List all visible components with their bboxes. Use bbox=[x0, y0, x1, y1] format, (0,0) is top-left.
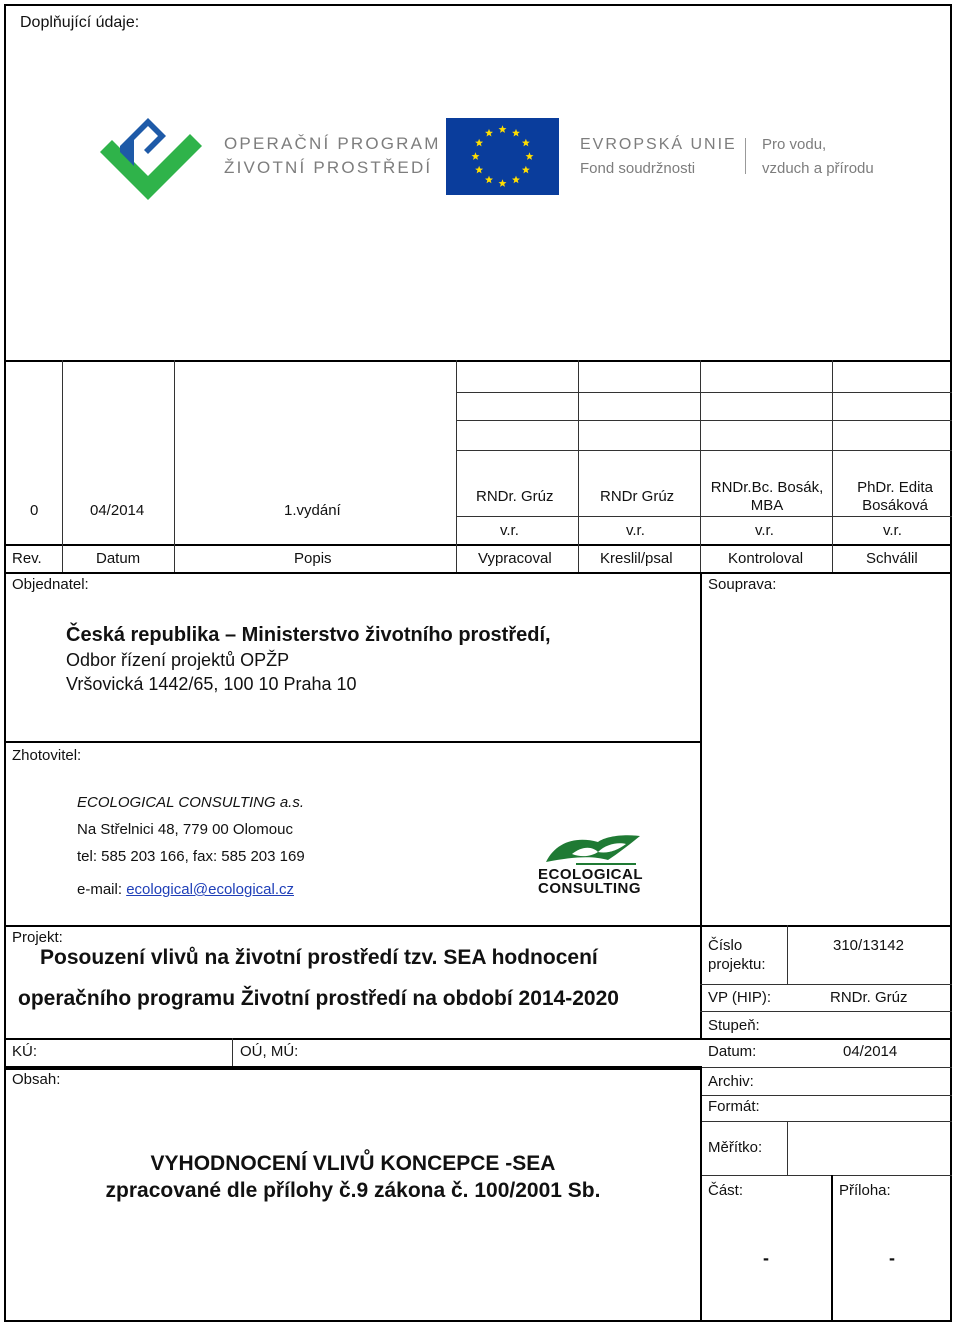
hdr-kontroloval: Kontroloval bbox=[728, 550, 804, 567]
vp-value: RNDr. Grúz bbox=[830, 989, 908, 1006]
hdr-date: Datum bbox=[96, 550, 141, 567]
priloha-value: - bbox=[889, 1248, 895, 1268]
contractor-label: Zhotovitel: bbox=[12, 747, 82, 764]
souprava-label: Souprava: bbox=[708, 576, 777, 593]
eu-slogan2: vzduch a přírodu bbox=[762, 160, 874, 177]
op-line2: ŽIVOTNÍ PROSTŘEDÍ bbox=[224, 158, 433, 177]
eu-line2: Fond soudržnosti bbox=[580, 160, 696, 177]
content-label: Obsah: bbox=[12, 1071, 61, 1088]
client-line1: Česká republika – Ministerstvo životního prostředí, bbox=[66, 624, 551, 646]
hdr-kreslil: Kreslil/psal bbox=[600, 550, 673, 567]
ecological-consulting-logo bbox=[536, 832, 658, 897]
contractor-phone: tel: 585 203 166, fax: 585 203 169 bbox=[77, 848, 305, 865]
eu-flag-logo bbox=[446, 118, 559, 195]
archiv-label: Archiv: bbox=[708, 1073, 754, 1090]
content-line2: zpracované dle přílohy č.9 zákona č. 100/2001 Sb. bbox=[105, 1179, 601, 1202]
hdr-vypracoval: Vypracoval bbox=[478, 550, 552, 567]
header-title: Doplňující údaje: bbox=[20, 14, 140, 31]
rev-kreslil: RNDr Grúz bbox=[600, 488, 675, 505]
client-line3: Vršovická 1442/65, 100 10 Praha 10 bbox=[66, 674, 357, 694]
rev-vr1: v.r. bbox=[500, 522, 519, 539]
rev-date: 04/2014 bbox=[90, 502, 145, 519]
hdr-schvalil: Schválil bbox=[866, 550, 918, 567]
cislo-label: Číslo projektu: bbox=[708, 937, 766, 973]
cast-label: Část: bbox=[708, 1182, 744, 1199]
vp-label: VP (HIP): bbox=[708, 989, 772, 1006]
project-label: Projekt: bbox=[12, 929, 63, 946]
op-line1: OPERAČNÍ PROGRAM bbox=[224, 134, 441, 153]
priloha-label: Příloha: bbox=[839, 1182, 891, 1199]
eu-slogan1: Pro vodu, bbox=[762, 136, 827, 153]
rev-schvalil: PhDr. Edita Bosáková bbox=[857, 479, 933, 514]
eu-line1: EVROPSKÁ UNIE bbox=[580, 136, 737, 153]
rev-vr4: v.r. bbox=[883, 522, 902, 539]
eu-divider bbox=[745, 138, 746, 174]
email-label: e-mail: bbox=[77, 881, 127, 898]
revtable-top-line bbox=[4, 360, 952, 362]
rev-vypracoval: RNDr. Grúz bbox=[476, 488, 554, 505]
contractor-email-row bbox=[77, 881, 294, 898]
datum-value: 04/2014 bbox=[843, 1043, 898, 1060]
ec-logo-line1: ECOLOGICAL bbox=[538, 866, 643, 883]
stupen-label: Stupeň: bbox=[708, 1017, 760, 1034]
rev-desc: 1.vydání bbox=[284, 502, 341, 519]
client-label: Objednatel: bbox=[12, 576, 89, 593]
rev-kontroloval: RNDr.Bc. Bosák, MBA bbox=[710, 479, 824, 514]
contractor-address: Na Střelnici 48, 779 00 Olomouc bbox=[77, 821, 293, 838]
rev-value: 0 bbox=[30, 502, 39, 519]
rev-vr2: v.r. bbox=[626, 522, 645, 539]
project-title1: Posouzení vlivů na životní prostředí tzv. SEA hodnocení bbox=[40, 946, 598, 969]
datum-label: Datum: bbox=[708, 1043, 757, 1060]
op-zp-logo bbox=[86, 110, 206, 205]
meritko-label: Měřítko: bbox=[708, 1139, 763, 1156]
hdr-rev: Rev. bbox=[12, 550, 42, 567]
ku-label: KÚ: bbox=[12, 1043, 38, 1060]
contractor-name: ECOLOGICAL CONSULTING a.s. bbox=[77, 794, 304, 811]
email-link[interactable]: ecological@ecological.cz bbox=[126, 881, 294, 898]
rev-vr3: v.r. bbox=[755, 522, 774, 539]
cislo-value: 310/13142 bbox=[833, 937, 904, 954]
ec-logo-line2: CONSULTING bbox=[538, 880, 642, 897]
content-line1: VYHODNOCENÍ VLIVŮ KONCEPCE -SEA bbox=[150, 1152, 556, 1175]
hdr-desc: Popis bbox=[294, 550, 332, 567]
project-title2: operačního programu Životní prostředí na období 2014-2020 bbox=[18, 987, 619, 1010]
cast-value: - bbox=[763, 1248, 769, 1268]
ou-label: OÚ, MÚ: bbox=[240, 1043, 299, 1060]
format-label: Formát: bbox=[708, 1098, 760, 1115]
client-line2: Odbor řízení projektů OPŽP bbox=[66, 650, 290, 670]
